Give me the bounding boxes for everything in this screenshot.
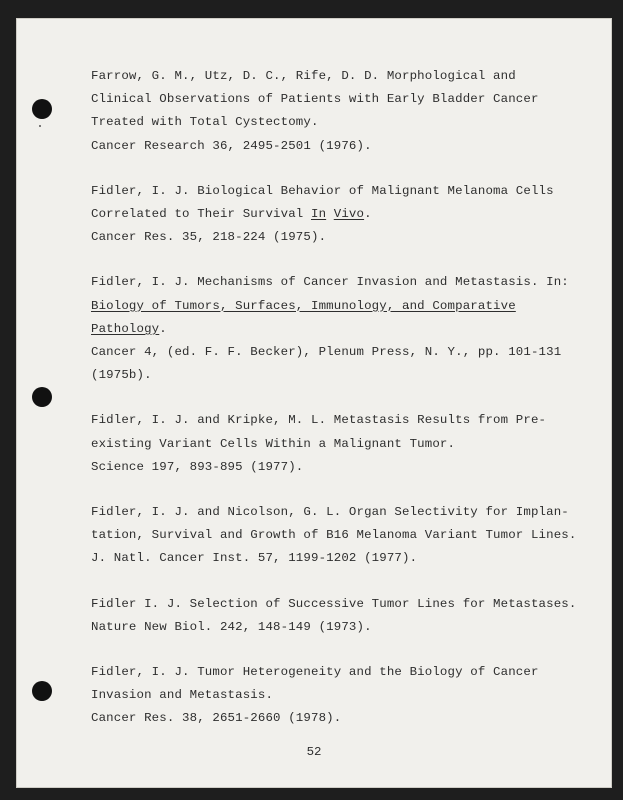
- reference-text: Invasion and Metastasis.: [91, 688, 274, 703]
- reference-line: [91, 65, 591, 88]
- reference-text: Fidler, I. J. Biological Behavior of Malignant Melanoma Cells: [91, 183, 554, 198]
- document-page: [16, 18, 612, 788]
- reference-underlined-text: In: [310, 207, 327, 222]
- reference-text: Fidler I. J. Selection of Successive Tumor Lines for Metastases.: [91, 596, 577, 611]
- binder-hole-middle: [32, 387, 52, 407]
- reference-line: [91, 409, 591, 432]
- reference-text: Cancer Res. 38, 2651-2660 (1978).: [91, 711, 342, 726]
- reference-text: Cancer Res. 35, 218-224 (1975).: [91, 230, 327, 245]
- reference-text: J. Natl. Cancer Inst. 57, 1199-1202 (1977).: [91, 551, 418, 566]
- reference-entry: [91, 271, 591, 387]
- reference-line: [91, 226, 591, 249]
- reference-entry: [91, 661, 591, 731]
- reference-line: [91, 616, 591, 639]
- reference-entry: [91, 501, 591, 571]
- reference-line: [91, 524, 591, 547]
- reference-text: existing Variant Cells Within a Malignant Tumor.: [91, 436, 456, 451]
- reference-entry: [91, 180, 591, 250]
- reference-underlined-text: Pathology: [91, 321, 160, 336]
- reference-line: [91, 295, 591, 318]
- reference-text: Cancer 4, (ed. F. F. Becker), Plenum Press, N. Y., pp. 101-131: [91, 345, 562, 360]
- reference-line: [91, 707, 591, 730]
- reference-text: Fidler, I. J. and Nicolson, G. L. Organ Selectivity for Implan-: [91, 505, 569, 520]
- reference-line: [91, 433, 591, 456]
- reference-text: (1975b).: [91, 368, 152, 383]
- reference-line: [91, 180, 591, 203]
- reference-line: [91, 318, 591, 341]
- reference-entry: [91, 593, 591, 639]
- reference-text: Treated with Total Cystectomy.: [91, 115, 319, 130]
- binder-hole-bottom: [32, 681, 52, 701]
- paper-speck: [39, 125, 41, 127]
- reference-line: [91, 203, 591, 226]
- reference-line: [91, 661, 591, 684]
- reference-list: [91, 65, 591, 753]
- reference-line: [91, 684, 591, 707]
- reference-text: Nature New Biol. 242, 148-149 (1973).: [91, 619, 372, 634]
- reference-line: [91, 547, 591, 570]
- reference-line: [91, 364, 591, 387]
- reference-text: Cancer Research 36, 2495-2501 (1976).: [91, 138, 372, 153]
- reference-text: Fidler, I. J. Tumor Heterogeneity and the Biology of Cancer: [91, 665, 539, 680]
- reference-line: [91, 135, 591, 158]
- reference-line: [91, 593, 591, 616]
- reference-line: [91, 88, 591, 111]
- reference-text: Fidler, I. J. Mechanisms of Cancer Invasion and Metastasis. In:: [91, 275, 569, 290]
- reference-text: Fidler, I. J. and Kripke, M. L. Metastasis Results from Pre-: [91, 413, 547, 428]
- reference-line: [91, 501, 591, 524]
- reference-text: .: [159, 321, 167, 336]
- reference-underlined-text: Biology of Tumors, Surfaces, Immunology, and Comparative: [91, 298, 516, 313]
- reference-text: Farrow, G. M., Utz, D. C., Rife, D. D. Morphological and: [91, 69, 516, 83]
- reference-text: tation, Survival and Growth of B16 Melanoma Variant Tumor Lines.: [91, 528, 577, 543]
- reference-text: Science 197, 893-895 (1977).: [91, 459, 304, 474]
- reference-line: [91, 271, 591, 294]
- reference-text: .: [364, 207, 372, 222]
- reference-text: [326, 207, 334, 221]
- reference-entry: [91, 65, 591, 158]
- page-number: 52: [306, 745, 322, 759]
- binder-hole-top: [32, 99, 52, 119]
- reference-text: Correlated to Their Survival: [91, 207, 311, 222]
- reference-line: [91, 456, 591, 479]
- reference-text: Clinical Observations of Patients with Early Bladder Cancer: [91, 92, 539, 107]
- reference-line: [91, 111, 591, 134]
- reference-underlined-text: Vivo: [333, 207, 365, 222]
- reference-line: [91, 341, 591, 364]
- reference-entry: [91, 409, 591, 479]
